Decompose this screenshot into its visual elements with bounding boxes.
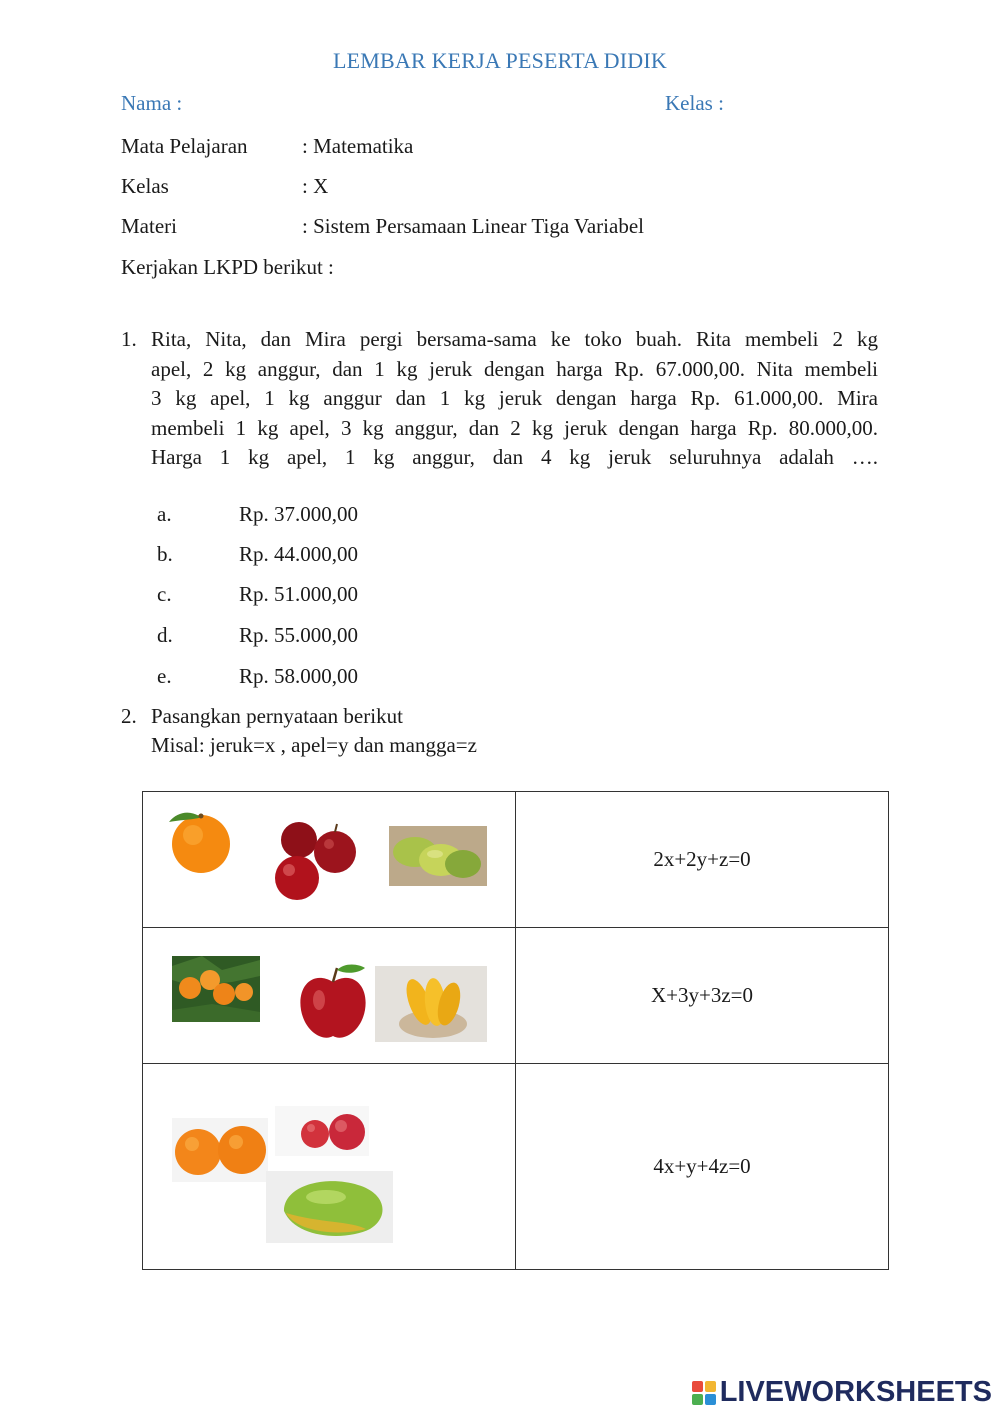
- page-title: LEMBAR KERJA PESERTA DIDIK: [333, 48, 667, 73]
- question-1-line: membeli 1 kg apel, 3 kg anggur, dan 2 kg jeruk dengan harga Rp. 80.000,00.: [151, 415, 878, 440]
- question-2-number: 2.: [121, 704, 137, 728]
- info-value-class: : X: [302, 174, 329, 198]
- question-2-hint: Misal: jeruk=x , apel=y dan mangga=z: [151, 733, 477, 757]
- info-value-material: : Sistem Persamaan Linear Tiga Variabel: [302, 214, 644, 238]
- nama-label: Nama :: [121, 91, 183, 115]
- option-c-letter: c.: [157, 582, 172, 606]
- mango-image: [389, 826, 487, 886]
- info-label-subject: Mata Pelajaran: [121, 134, 248, 158]
- option-b-value[interactable]: Rp. 44.000,00: [239, 542, 359, 566]
- table-row: [143, 928, 889, 1064]
- mango-image: [375, 966, 487, 1042]
- apple-image: [295, 962, 371, 1042]
- option-b-letter: b.: [157, 542, 173, 566]
- option-c-value[interactable]: Rp. 51.000,00: [239, 582, 359, 606]
- option-a-value[interactable]: Rp. 37.000,00: [239, 502, 359, 526]
- question-1-line: Rita, Nita, dan Mira pergi bersama-sama ke toko buah. Rita membeli 2 kg: [151, 327, 878, 351]
- liveworksheets-brand: LIVEWORKSHEETS: [719, 1376, 992, 1408]
- liveworksheets-logo: [692, 1376, 992, 1409]
- matching-table: [142, 791, 889, 1270]
- orange-image: [172, 1118, 268, 1182]
- question-1-line: Harga 1 kg apel, 1 kg anggur, dan 4 kg jeruk seluruhnya adalah ….: [151, 445, 878, 469]
- liveworksheets-icon: [692, 1381, 716, 1405]
- question-2-text: Pasangkan pernyataan berikut: [151, 704, 403, 728]
- fruit-image-cell[interactable]: [143, 928, 516, 1064]
- apple-image: [275, 1106, 369, 1156]
- orange-image: [172, 956, 260, 1022]
- kelas-label: Kelas :: [665, 91, 724, 115]
- question-1-line: 3 kg apel, 1 kg anggur dan 1 kg jeruk dengan harga Rp. 61.000,00. Mira: [151, 386, 878, 410]
- orange-image: [159, 808, 235, 874]
- question-1-number: 1.: [121, 327, 137, 351]
- option-e-value[interactable]: Rp. 58.000,00: [239, 664, 359, 688]
- info-value-subject: : Matematika: [302, 134, 414, 158]
- question-1-text: [151, 325, 878, 473]
- equation-cell[interactable]: 4x+y+4z=0: [516, 1064, 889, 1270]
- info-label-material: Materi: [121, 214, 177, 238]
- option-e-letter: e.: [157, 664, 172, 688]
- equation-cell[interactable]: 2x+2y+z=0: [516, 792, 889, 928]
- info-label-class: Kelas: [121, 174, 169, 198]
- table-row: [143, 792, 889, 928]
- equation-cell[interactable]: X+3y+3z=0: [516, 928, 889, 1064]
- mango-image: [266, 1171, 393, 1243]
- option-d-value[interactable]: Rp. 55.000,00: [239, 623, 359, 647]
- table-row: [143, 1064, 889, 1270]
- fruit-image-cell[interactable]: [143, 792, 516, 928]
- instruction: Kerjakan LKPD berikut :: [121, 255, 334, 279]
- option-d-letter: d.: [157, 623, 173, 647]
- option-a-letter: a.: [157, 502, 172, 526]
- apple-image: [271, 818, 363, 908]
- question-1-line: apel, 2 kg anggur, dan 1 kg jeruk dengan harga Rp. 67.000,00. Nita membeli: [151, 356, 878, 381]
- fruit-image-cell[interactable]: [143, 1064, 516, 1270]
